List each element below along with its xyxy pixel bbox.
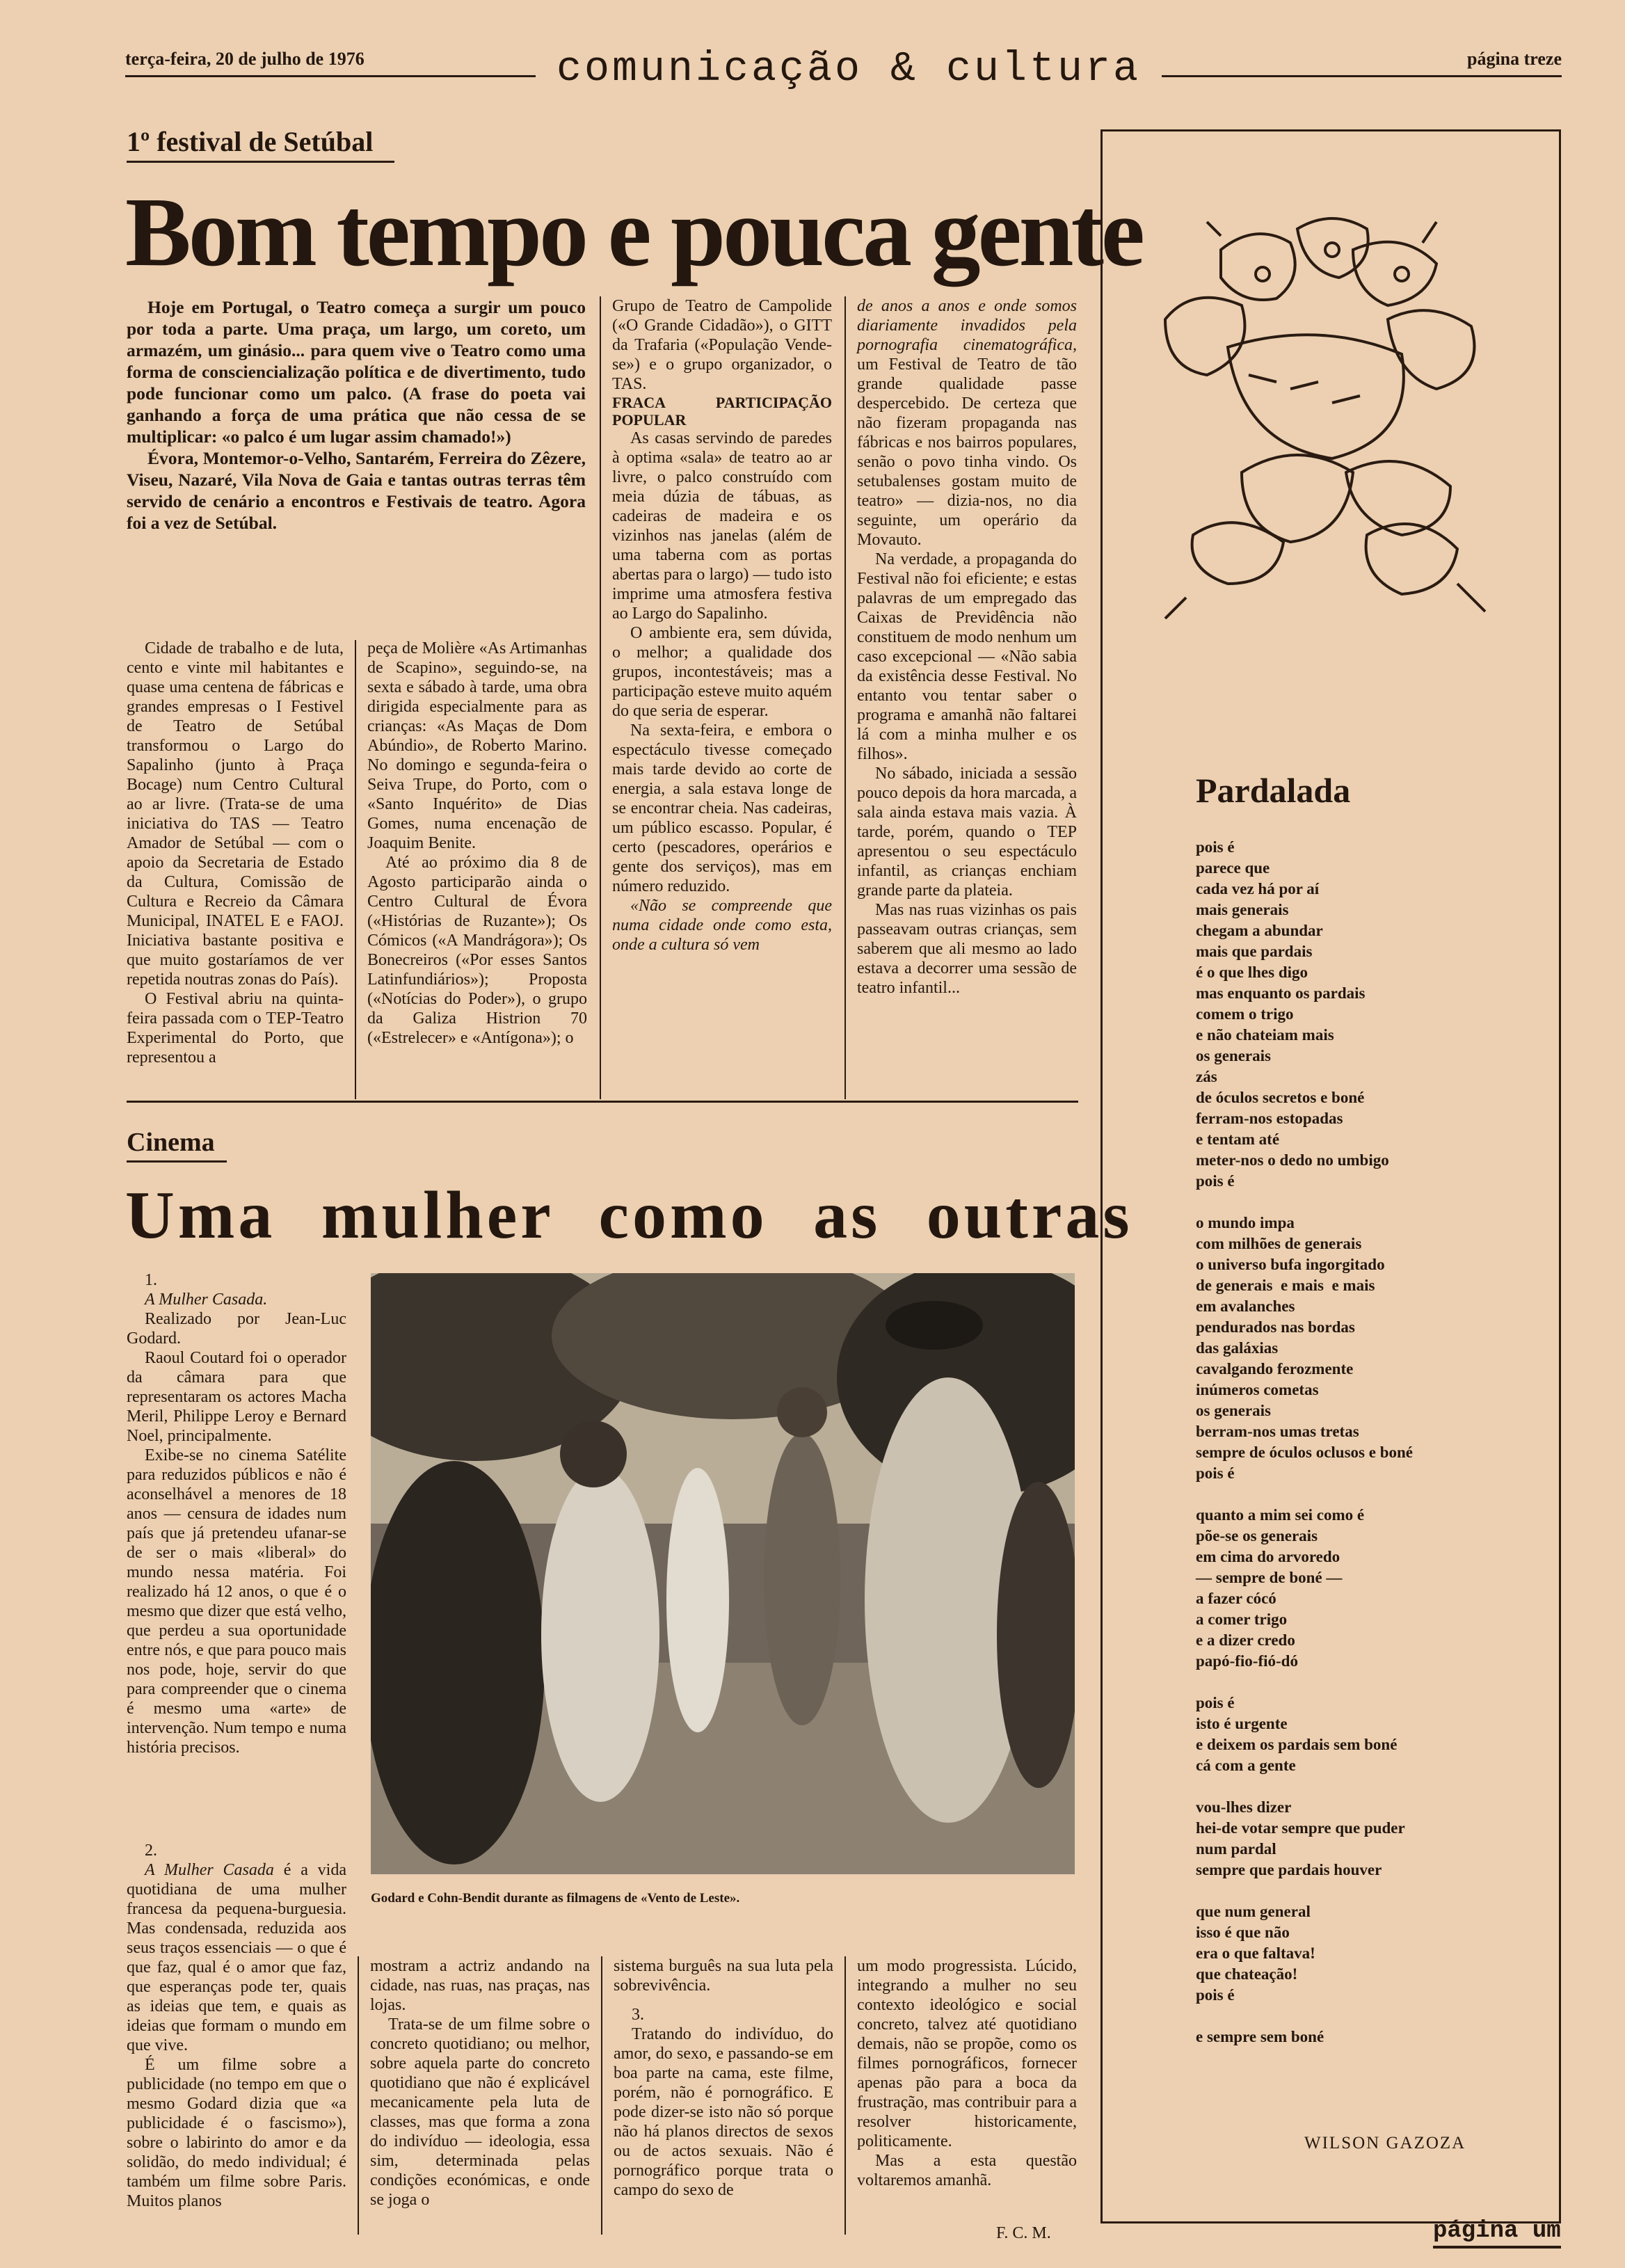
poem-line: e a dizer credo [1196,1631,1295,1649]
poem-line: meter-nos o dedo no umbigo [1196,1151,1389,1169]
festival-headline: Bom tempo e pouca gente [125,177,1142,287]
cinema-column-1b [127,1841,346,2211]
poem-line [1196,1484,1544,1505]
page-number: página treze [1467,49,1562,69]
paragraph: peça de Molière «As Artimanhas de Scapino», seguindo-se, na sexta e sábado à tarde, uma obra dirigida especialmente para as crianças: «As Maças de Dom Abúndio», de Roberto Marino. No domingo e segunda-feira o Seiva Trupe, do Porto, com o «Santo Inquérito» de Dias Gomes, numa encenação de Joaquim Benite. [367,639,587,852]
paragraph: Até ao próximo dia 8 de Agosto participarão ainda o Centro Cultural de Évora («Histórias de Ruzante»); Os Cómicos («A Mandrágora»); Os Bonecreiros («Por esses Santos Latinfundiários»); Proposta («Notícias do Poder»), o grupo da Galiza Histrion 70 («Estrelecer» e «Antígona»); o [367,854,587,1047]
poem-line: pois é [1196,1986,1235,2004]
poem-line: que num general [1196,1903,1311,1920]
section-number: 2. [145,1842,157,1860]
poem-line: mas enquanto os pardais [1196,984,1366,1002]
poem-line: a fazer cócó [1196,1590,1276,1607]
festival-column-4 [857,296,1077,998]
paragraph: Mas a esta questão voltaremos amanhã. [857,2152,1077,2189]
film-title: A Mulher Casada. [145,1291,268,1309]
poem-line: que chateação! [1196,1965,1298,1983]
footer-page-mark: página um [1433,2218,1561,2249]
paragraph: O ambiente era, sem dúvida, o melhor; a qualidade dos grupos, incontestáveis; mas a participação esteve muito aquém do que seria de esperar. [612,624,832,720]
film-set-photo [371,1273,1075,1874]
poem-line: com milhões de generais [1196,1235,1362,1252]
poem-line: e não chateiam mais [1196,1026,1334,1044]
poem-line: isso é que não [1196,1924,1290,1941]
poem-line: os generais [1196,1047,1271,1064]
poem-line: — sempre de boné — [1196,1569,1343,1586]
poem-line: o mundo impa [1196,1214,1295,1231]
paragraph: é a vida quotidiana de uma mulher francesa da pequena-burguesia. Mas condensada, reduzida aos seus traços essenciais — o que é que faz, qual é o amor que faz, que esperanças pode ter, quais as ideias que tem, e quais as ideias que formam o mundo em que vive. [127,1861,346,2054]
festival-kicker: 1º festival de Setúbal [127,125,394,163]
poem-line: põe-se os generais [1196,1527,1318,1544]
poem-line [1196,2006,1544,2027]
column-rule [600,296,601,1099]
lead-paragraph: Hoje em Portugal, o Teatro começa a surgir um pouco por toda a parte. Uma praça, um largo, um coreto, um armazém, um ginásio... para quem vive o Teatro como uma forma de consciencialização política e de divertimento, tudo pode funcionar como um palco. (A frase do poeta vai ganhando a força de uma prática que não cessa de se multiplicar: «o palco é um lugar assim chamado!») [127,297,586,447]
poem-line: e deixem os pardais sem boné [1196,1736,1398,1753]
poem-line: berram-nos umas tretas [1196,1423,1359,1440]
poem-line: papó-fio-fió-dó [1196,1652,1298,1670]
column-rule [844,296,846,1099]
festival-lead [127,296,586,534]
photo-caption: Godard e Cohn-Bendit durante as filmagens de «Vento de Leste». [371,1891,740,1906]
poem-line [1196,1192,1544,1213]
paragraph: Cidade de trabalho e de luta, cento e vinte mil habitantes e quase uma centena de fábricas e grandes empresas o I Festivel de Teatro de Setúbal transformou o Largo do Sapalinho (junto à Praça Bocage) num Centro Cultural ao ar livre. (Trata-se de uma iniciativa do TAS — Teatro Amador de Setúbal — com o apoio da Secretaria de Estado da Cultura, Comissão de Cultura e Recreio da Câmara Municipal, INATEL E e FAOJ. Iniciativa bastante positiva e que muito gostaríamos de ver repetida noutras zonas do País). [127,639,344,989]
poem-line: em avalanches [1196,1297,1295,1315]
cinema-column-2 [370,1956,590,2210]
film-set-photo-image [371,1273,1075,1874]
article-signature: F. C. M. [996,2224,1051,2242]
section-title: comunicação & cultura [556,46,1142,93]
poem-line: mais generais [1196,901,1289,918]
poem-line: sempre que pardais houver [1196,1861,1382,1878]
cinema-column-3 [614,1956,833,2200]
column-rule [358,1956,359,2235]
generals-cartoon-illustration [1123,208,1513,625]
poem-line: ferram-nos estopadas [1196,1110,1343,1127]
poem-line: pois é [1196,1694,1235,1711]
poem-line: comem o trigo [1196,1005,1294,1023]
festival-column-3 [612,296,832,955]
paragraph: Na sexta-feira, e embora o espectáculo tivesse começado mais tarde devido ao corte de energia, a sala estava longe de se encontrar cheia. Nas cadeiras, um público escasso. Popular, é certo (pescadores, operários e gente dos serviços), mas em número reduzido. [612,721,832,895]
column-rule [844,1956,846,2235]
poem-line: e tentam até [1196,1131,1280,1148]
poem-line: era o que faltava! [1196,1944,1315,1962]
poem-line: num pardal [1196,1840,1276,1858]
poem-line: chegam a abundar [1196,922,1323,939]
festival-column-1 [127,639,344,1067]
poem-line: mais que pardais [1196,943,1313,960]
lead-paragraph: Évora, Montemor-o-Velho, Santarém, Ferreira do Zêzere, Viseu, Nazaré, Vila Nova de Gaia e tantas outras terras têm servido de cenário a encontros e Festivais de teatro. Agora foi a vez de Setúbal. [127,448,586,533]
poem-line: parece que [1196,859,1270,877]
masthead-rule-right [1162,75,1562,77]
paragraph: No sábado, iniciada a sessão pouco depois da hora marcada, a sala ainda estava mais vazia. À tarde, porém, quando o TEP apresentou o seu espectáculo infantil, as crianças enchiam grande parte da plateia. [857,765,1077,900]
cinema-column-1a [127,1270,346,1757]
paragraph: sistema burguês na sua luta pela sobrevivência. [614,1957,833,1995]
poem-author: WILSON GAZOZA [1304,2134,1466,2153]
poem-line: zás [1196,1068,1217,1085]
paragraph: É um filme sobre a publicidade (no tempo em que o mesmo Godard dizia que «a publicidade é o fascismo»), sobre o labirinto do amor e da solidão, do medo individual; é também um filme sobre Paris. Muitos planos [127,2056,346,2210]
festival-column-2 [367,639,587,1048]
festival-subhead: FRACA PARTICIPAÇÃO POPULAR [612,394,832,429]
poem-line [1196,1880,1544,1901]
paragraph: Realizado por Jean-Luc Godard. [127,1310,346,1348]
masthead-rule-left [125,75,536,77]
issue-date: terça-feira, 20 de julho de 1976 [125,49,365,69]
cinema-headline: Uma mulher como as outras [125,1178,1133,1253]
poem-line: isto é urgente [1196,1715,1288,1732]
poem-line: em cima do arvoredo [1196,1548,1340,1565]
poem-line: o universo bufa ingorgitado [1196,1256,1385,1273]
paragraph: mostram a actriz andando na cidade, nas ruas, nas praças, nas lojas. [370,1957,590,2014]
poem-line: quanto a mim sei como é [1196,1506,1365,1524]
poem-line: cá com a gente [1196,1757,1296,1774]
poem-line [1196,1672,1544,1693]
cinema-column-4 [857,1956,1077,2190]
poem-line: é o que lhes digo [1196,964,1308,981]
quote: «Não se compreende que numa cidade onde como esta, onde a cultura só vem [612,897,832,954]
column-rule [355,640,356,1099]
poem-line [1196,1776,1544,1797]
paragraph: O Festival abriu na quinta-feira passada com o TEP-Teatro Experimental do Porto, que representou a [127,990,344,1067]
poem-line: de óculos secretos e boné [1196,1089,1365,1106]
poem-line: a comer trigo [1196,1611,1288,1628]
paragraph: Grupo de Teatro de Campolide («O Grande Cidadão»), o GITT da Trafaria («População Vende-se») e o grupo organizador, o TAS. [612,297,832,393]
poem-line: pois é [1196,1464,1235,1482]
section-number: 3. [632,2006,644,2024]
paragraph: As casas servindo de paredes à optima «sala» de teatro ao ar livre, o palco construído com meia dúzia de tábuas, as cadeiras de madeira e os vizinhos nas janelas (além de uma taberna com as portas abertas para o largo) — tudo isto imprime uma atmosfera festiva ao Largo do Sapalinho. [612,429,832,623]
poem-line: pois é [1196,838,1235,856]
paragraph: Mas nas ruas vizinhas os pais passeavam outras crianças, sem saberem que ali mesmo ao lado estava a decorrer uma sessão de teatro infantil... [857,901,1077,997]
poem-line: vou-lhes dizer [1196,1798,1292,1816]
poem-line: sempre de óculos oclusos e boné [1196,1444,1413,1461]
quote-continuation: um Festival de Teatro de tão grande qualidade passe despercebido. De certeza que não fizeram propaganda nas fábricas e nos bairros populares, senão o povo tinha vindo. Os setubalenses gostam muito de teatro» — dizia-nos, no dia seguinte, um operário da Movauto. [857,356,1077,549]
poem-line: e sempre sem boné [1196,2028,1324,2045]
poem-title: Pardalada [1196,771,1351,810]
poem-line: pendurados nas bordas [1196,1318,1355,1336]
paragraph: Trata-se de um filme sobre o concreto quotidiano; ou melhor, sobre aquela parte do concreto quotidiano que não é explicável mecanicamente pela luta de classes, mas que forma a zona do indivíduo — ideologia, essa sim, determinada pelas condições económicas, e onde se joga o [370,2015,590,2209]
poem-body [1196,837,1544,2047]
quote: de anos a anos e onde somos diariamente invadidos pela pornografia cinematográfica, [857,297,1077,354]
film-title: A Mulher Casada [145,1861,274,1879]
cinema-kicker: Cinema [127,1127,227,1163]
poem-line: os generais [1196,1402,1271,1419]
poem-line: cavalgando ferozmente [1196,1360,1354,1377]
paragraph: Exibe-se no cinema Satélite para reduzidos públicos e não é aconselhável a menores de 18 anos — censura de idades num país que já pretendeu ufanar-se de ser o mais «liberal» do mundo nessa matéria. Foi realizado há 12 anos, o que é o mesmo que dizer que está velho, que perdeu a sua oportunidade entre nós, e que para pouco mais nos pode, hoje, servir do que para compreender que o cinema é mesmo uma «arte» de intervenção. Num tempo e numa história precisos. [127,1446,346,1757]
poem-line: cada vez há por aí [1196,880,1320,897]
poem-line: inúmeros cometas [1196,1381,1319,1398]
paragraph: Raoul Coutard foi o operador da câmara para que representaram os actores Macha Meril, Philippe Leroy e Bernard Noel, principalmente. [127,1349,346,1445]
poem-line: hei-de votar sempre que puder [1196,1819,1405,1837]
section-number: 1. [145,1271,157,1289]
column-rule [601,1956,602,2235]
paragraph: Na verdade, a propaganda do Festival não foi eficiente; e estas palavras de um empregado das Caixas de Previdência não constituem de modo nenhum um caso excepcional — «Não sabia da existência desse Festival. No entanto vou tentar saber o programa e amanhã não faltarei lá com a minha mulher e os filhos». [857,550,1077,763]
poem-line: de generais e mais e mais [1196,1277,1375,1294]
poem-box [1100,129,1561,2223]
poem-line: das galáxias [1196,1339,1279,1357]
paragraph: um modo progressista. Lúcido, integrando a mulher no seu contexto ideológico e social concreto, talvez até quotidiano demais, não se propõe, como os filmes pornográficos, fornecer apenas pão para a boca da frustração, mas contribuir para a resolver historicamente, politicamente. [857,1957,1077,2150]
article-divider [127,1101,1078,1103]
poem-line: pois é [1196,1172,1235,1190]
paragraph: Tratando do indivíduo, do amor, do sexo, e passando-se em boa parte na cama, este filme, porém, não é pornográfico. E pode dizer-se isto não só porque não há planos directos de sexos ou de actos sexuais. Não é pornográfico porque trata o campo do sexo de [614,2025,833,2199]
